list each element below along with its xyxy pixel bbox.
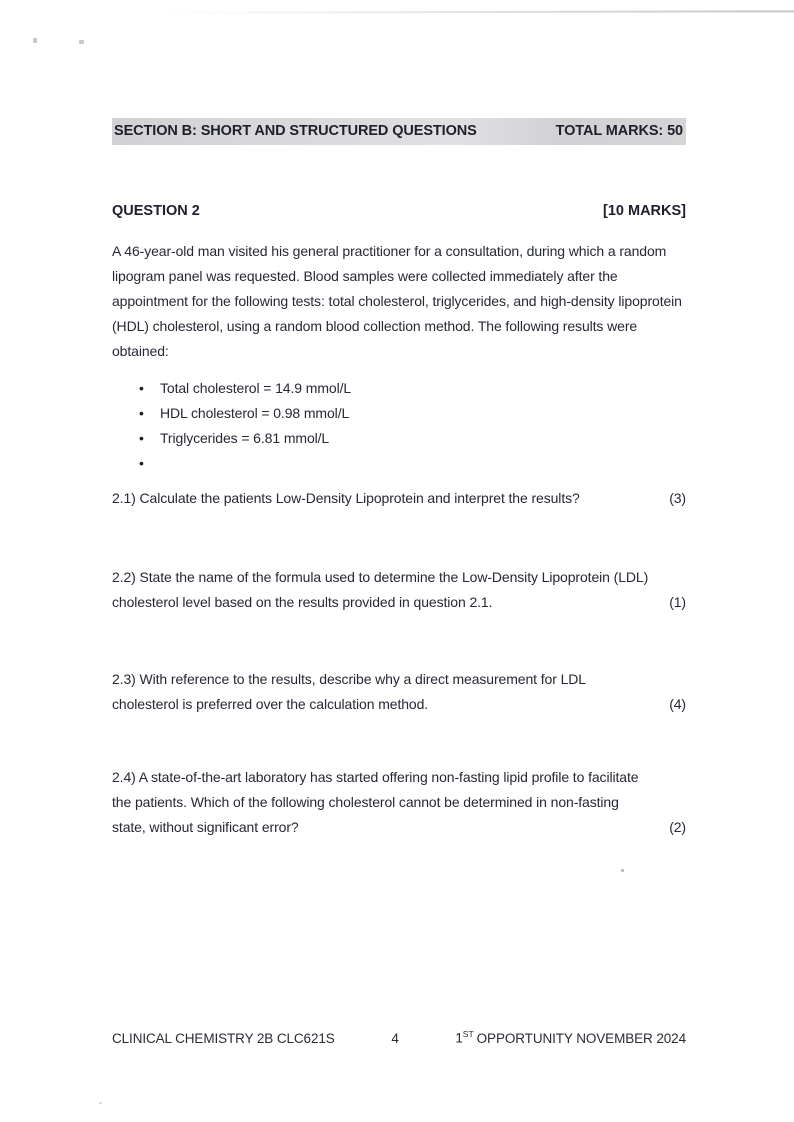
scan-artifact-speck — [99, 1102, 102, 1104]
question-marks: (3) — [669, 490, 686, 506]
question-2-2 — [112, 565, 686, 615]
question-intro-paragraph: A 46-year-old man visited his general practitioner for a consultation, during which a random lipogram panel was requested. Blood samples were collected immediately after the appointment for the following tests: total cholesterol, triglycerides, and high-density lipoprotein (HDL) cholesterol, using a random blood collection method. The following results were obtained: — [112, 243, 682, 359]
bullet-icon: • — [139, 380, 144, 396]
footer-page-number: 4 — [391, 1030, 399, 1046]
section-title: SECTION B: SHORT AND STRUCTURED QUESTIONS — [114, 123, 477, 139]
footer-opportunity-number: 1 — [455, 1030, 463, 1046]
scan-artifact-speck — [79, 40, 84, 44]
bullet-icon: • — [139, 405, 144, 421]
bullet-icon: • — [139, 430, 144, 446]
page-footer — [112, 1026, 686, 1047]
question-text: 2.3) With reference to the results, describe why a direct measurement for LDL cholesterol is preferred over the calculation method. — [112, 671, 586, 712]
footer-opportunity-ordinal: ST — [462, 1029, 474, 1039]
scan-artifact-speck — [621, 869, 624, 872]
page-content — [112, 0, 686, 840]
question-2-1 — [112, 486, 686, 511]
result-value: HDL cholesterol = 0.98 mmol/L — [160, 405, 350, 421]
list-item — [112, 426, 686, 451]
footer-opportunity — [455, 1026, 686, 1047]
question-title: QUESTION 2 — [112, 203, 200, 219]
scan-artifact-speck — [33, 38, 37, 43]
list-item — [112, 376, 686, 401]
question-marks: (4) — [669, 696, 686, 712]
question-text: 2.2) State the name of the formula used to determine the Low-Density Lipoprotein (LDL) cholesterol level based on the results provided in question 2.1. — [112, 569, 649, 610]
section-total-marks: TOTAL MARKS: 50 — [555, 123, 683, 139]
question-text: 2.4) A state-of-the-art laboratory has started offering non-fasting lipid profile to facilitate the patients. Which of the following cholesterol cannot be determined in non-fasting state, without significant error? — [112, 769, 639, 835]
result-value: Triglycerides = 6.81 mmol/L — [160, 430, 330, 446]
section-header-bar — [112, 118, 686, 145]
question-marks: (2) — [669, 819, 686, 835]
question-2-3 — [112, 667, 686, 717]
footer-course-code: CLINICAL CHEMISTRY 2B CLC621S — [112, 1030, 335, 1046]
result-value: Total cholesterol = 14.9 mmol/L — [160, 380, 352, 396]
footer-opportunity-text: OPPORTUNITY NOVEMBER 2024 — [476, 1030, 686, 1046]
question-header — [112, 201, 686, 221]
bullet-icon: • — [139, 455, 144, 471]
list-item — [112, 401, 686, 426]
results-list — [112, 376, 686, 476]
question-text: 2.1) Calculate the patients Low-Density Lipoprotein and interpret the results? — [112, 490, 580, 506]
list-item — [112, 451, 686, 476]
question-marks-total: [10 MARKS] — [603, 203, 686, 219]
question-marks: (1) — [669, 594, 686, 610]
question-2-4 — [112, 765, 686, 840]
